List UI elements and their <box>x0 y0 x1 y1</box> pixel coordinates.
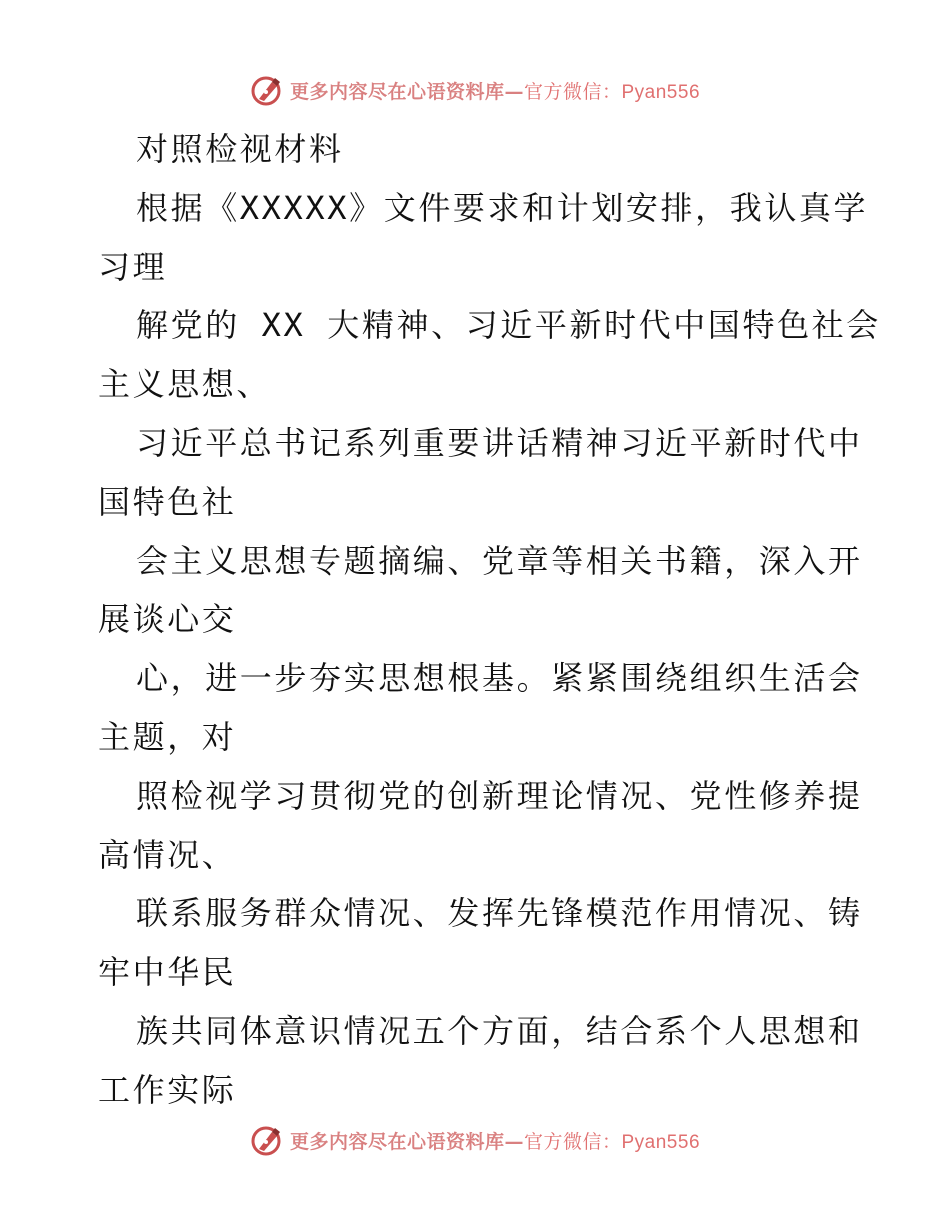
paragraph-line: 习近平总书记系列重要讲话精神习近平新时代中 <box>136 423 863 462</box>
paragraph-line: 习理 <box>98 247 168 286</box>
banner-text <box>290 77 700 104</box>
paragraph-line: 根据《XXXXX》文件要求和计划安排，我认真学 <box>136 188 869 227</box>
paragraph-line: 牢中华民 <box>98 953 237 992</box>
header-banner <box>0 70 950 110</box>
footer-banner <box>0 1120 950 1160</box>
document-title: 对照检视材料 <box>136 130 344 168</box>
paragraph-line: 主义思想、 <box>98 365 272 404</box>
banner-separator: — <box>504 1130 524 1153</box>
paragraph-line: 联系服务群众情况、发挥先锋模范作用情况、铸 <box>136 894 863 933</box>
paragraph-line: 解党的 XX 大精神、习近平新时代中国特色社会 <box>136 306 881 345</box>
document-body <box>98 120 881 1120</box>
banner-text <box>290 1127 700 1154</box>
paragraph-line: 族共同体意识情况五个方面，结合系个人思想和 <box>136 1011 863 1050</box>
banner-wechat: 官方微信：Pyan556 <box>524 1131 701 1153</box>
pen-logo-icon <box>250 1123 284 1157</box>
paragraph-line: 主题，对 <box>98 717 237 756</box>
banner-separator: — <box>504 80 524 103</box>
banner-title: 更多内容尽在心语资料库 <box>289 1130 505 1153</box>
banner-wechat: 官方微信：Pyan556 <box>524 81 701 103</box>
paragraph-line: 展谈心交 <box>98 600 237 639</box>
pen-logo-icon <box>250 73 284 107</box>
paragraph-line: 照检视学习贯彻党的创新理论情况、党性修养提 <box>136 776 863 815</box>
paragraph-line: 国特色社 <box>98 482 237 521</box>
paragraph-line: 工作实际 <box>98 1070 237 1109</box>
paragraph-line: 高情况、 <box>98 835 237 874</box>
banner-title: 更多内容尽在心语资料库 <box>289 80 505 103</box>
paragraph-line: 心，进一步夯实思想根基。紧紧围绕组织生活会 <box>136 659 863 698</box>
paragraph-line: 会主义思想专题摘编、党章等相关书籍，深入开 <box>136 541 863 580</box>
